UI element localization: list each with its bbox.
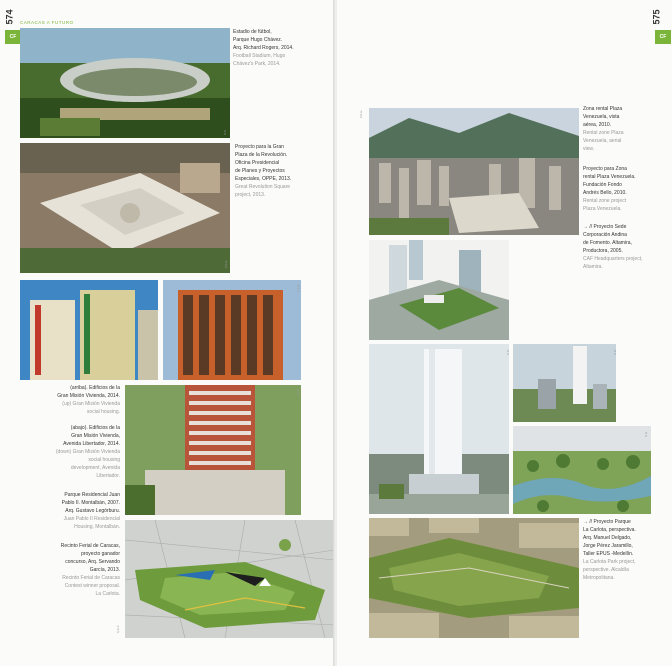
- caption-line: Arq. Manuel Delgado,: [583, 535, 632, 541]
- caption-revolution-square: [235, 143, 333, 199]
- caption-line: Estadio de fútbol,: [233, 29, 272, 35]
- caption-line: rental Plaza Venezuela.: [583, 174, 636, 180]
- tower-image: [125, 385, 301, 515]
- caption-translation: Rental zone project: [583, 198, 627, 204]
- page-number: 575: [651, 9, 662, 25]
- housing-image-2: [163, 280, 301, 380]
- section-tab: CF: [5, 30, 21, 44]
- caption-line: proyecto ganador: [81, 551, 120, 557]
- caption-caf: [583, 223, 671, 271]
- caption-line: Plaza de la Revolución.: [235, 152, 288, 158]
- caption-football-stadium: [233, 28, 333, 68]
- caption-line: García, 2013.: [89, 567, 120, 573]
- photo-credit: F.G.E.: [296, 387, 301, 397]
- caption-line: Gran Misión Vivienda,: [71, 433, 120, 439]
- plaza-render-image: [369, 240, 509, 340]
- housing-image-1: [20, 280, 158, 380]
- caption-translation: Rental zone Plaza: [583, 130, 624, 136]
- caption-translation: Housing, Montalbán.: [74, 524, 120, 530]
- caption-line: (abajo). Edificios de la: [70, 425, 120, 431]
- caption-line: Taller EPUS -Medellín.: [583, 551, 634, 557]
- caption-line: Proyecto para la Gran: [235, 144, 284, 150]
- white-tower-image: [369, 344, 509, 514]
- caption-line: Pablo II. Montalbán, 2007.: [61, 500, 120, 506]
- caption-housing-2: [20, 424, 120, 480]
- caption-proyecto-zona: [583, 165, 671, 213]
- caption-housing-1: [20, 384, 120, 416]
- caption-line: Zona rental Plaza: [583, 106, 623, 112]
- caption-translation: Football Stadium, Hugo: [233, 53, 286, 59]
- caption-line: Especiales, OPPE, 2013.: [235, 176, 292, 182]
- caption-translation: social housing.: [86, 409, 120, 415]
- caption-recinto-ferial: [20, 542, 120, 598]
- caption-line: Recinto Ferial de Caracas,: [60, 543, 120, 549]
- aerial-park-image: [369, 518, 579, 638]
- caption-line: de Planes y Proyectos: [235, 168, 285, 174]
- caption-translation: Great Revolution Square: [235, 184, 291, 190]
- photo-credit: S.G.: [506, 348, 511, 356]
- caption-line: Parque Hugo Chávez.: [233, 37, 283, 43]
- page-number: 574: [4, 9, 15, 25]
- section-tab: CF: [655, 30, 671, 44]
- caption-line: Arq. Gustavo Legórburu.: [65, 508, 120, 514]
- caption-line: Gran Misión Vivienda, 2014.: [57, 393, 120, 399]
- caption-translation: development, Avenida: [70, 465, 120, 471]
- photo-credit: S.G.F.: [116, 624, 121, 634]
- caption-line: Oficina Presidencial: [235, 160, 280, 166]
- caption-line: Parque Residencial Juan: [64, 492, 120, 498]
- right-page: [337, 0, 672, 666]
- photo-credit: S.C.: [222, 129, 227, 135]
- caption-translation: Venezuela, aerial: [583, 138, 622, 144]
- caption-line: concurso, Arq. Servando: [65, 559, 120, 565]
- caption-line: Corporación Andina: [583, 232, 627, 238]
- caption-translation: project, 2013.: [235, 192, 266, 198]
- caption-line: → // Proyecto Parque: [583, 519, 631, 525]
- stadium-image: [20, 28, 230, 138]
- caption-line: La Carlota, perspectiva.: [583, 527, 636, 533]
- masterplan-image: [125, 520, 335, 638]
- caption-translation: Metropolitana.: [583, 575, 615, 581]
- park-perspective-image: [513, 426, 651, 514]
- caption-parque-carlota: [583, 518, 671, 582]
- caption-translation: social housing: [88, 457, 120, 463]
- photo-credit: F.G.E.: [224, 259, 229, 269]
- caption-line: Productora, 2005.: [583, 248, 623, 254]
- caption-translation: (up) Gran Misión Vivienda: [62, 401, 120, 407]
- caption-line: aérea, 2010.: [583, 122, 612, 128]
- photo-credit: A.T.M.: [296, 283, 301, 293]
- caption-translation: Contest winner proposal.: [64, 583, 120, 589]
- caption-line: Avenida Libertador, 2014.: [63, 441, 120, 447]
- aerial-city-image: [369, 108, 579, 235]
- caption-translation: Juan Pablo II Residencial: [63, 516, 120, 522]
- caption-parque-residencial: [20, 491, 120, 531]
- caption-translation: Altamira.: [583, 264, 603, 270]
- revolution-square-image: [20, 143, 230, 273]
- caption-translation: Plaza Venezuela.: [583, 206, 622, 212]
- photo-credit: F.G.E.: [359, 109, 364, 119]
- caption-line: (arriba). Edificios de la: [70, 385, 120, 391]
- caption-line: Arq. Richard Rogers, 2014.: [233, 45, 294, 51]
- caption-translation: La Carlota Park project,: [583, 559, 636, 565]
- caption-translation: view.: [583, 146, 595, 152]
- caption-zona-rental: [583, 105, 671, 153]
- caption-translation: CAF Headquarters project,: [583, 256, 643, 262]
- caption-line: Fundación Fondo: [583, 182, 622, 188]
- caption-translation: La Carlota.: [95, 591, 120, 597]
- caption-translation: perspective. Alcaldía: [583, 567, 629, 573]
- small-tower-image: [513, 344, 616, 422]
- photo-credit: S.G.: [613, 348, 618, 356]
- caption-line: de Fomento. Altamira,: [583, 240, 632, 246]
- photo-credit: S.G.: [644, 430, 649, 438]
- left-page: [0, 0, 335, 666]
- caption-line: Venezuela, vista: [583, 114, 620, 120]
- caption-translation: Libertador.: [96, 473, 120, 479]
- caption-translation: Recinto Ferial de Caracas: [62, 575, 120, 581]
- caption-line: Jorge Pérez Jaramillo,: [583, 543, 633, 549]
- caption-translation: Chávez's Park, 2014.: [233, 61, 281, 67]
- caption-line: → // Proyecto Sede: [583, 224, 627, 230]
- caption-line: Andrés Bello, 2010.: [583, 190, 627, 196]
- caption-translation: (down) Gran Misión Vivienda: [55, 449, 120, 455]
- caption-line: Proyecto para Zona: [583, 166, 627, 172]
- running-head: CARACAS A FUTURO: [20, 20, 74, 25]
